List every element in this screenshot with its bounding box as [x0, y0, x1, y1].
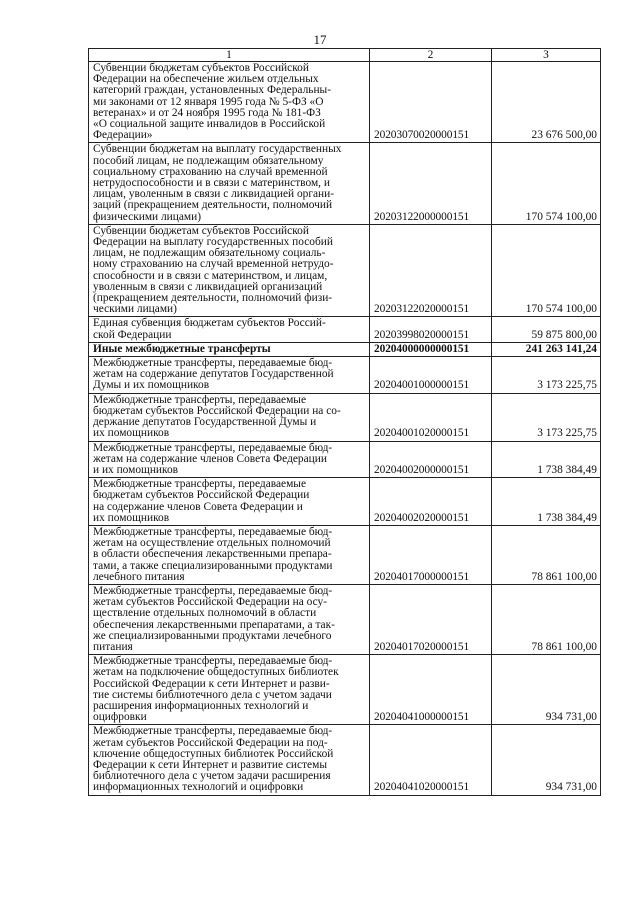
description-line: категорий граждан, установленных Федеральны- [93, 84, 332, 97]
row-amount: 3 173 225,75 [492, 357, 601, 394]
row-code: 20204017020000151 [370, 584, 492, 654]
row-code: 20204001020000151 [370, 393, 492, 441]
column-header-1: 1 [89, 49, 370, 62]
description-line: Межбюджетные трансферты, передаваемые бюд- [93, 655, 333, 668]
table-row [89, 478, 601, 526]
description-line: питания [93, 640, 133, 653]
row-description [89, 725, 370, 795]
description-line: информационных технологий и оцифровки [93, 781, 304, 794]
description-line: в области обеспечения лекарственными препара- [93, 548, 332, 561]
description-line: ческими лицами) [93, 303, 177, 316]
row-code: 20204002020000151 [370, 478, 492, 526]
table-row [89, 441, 601, 478]
row-description [89, 393, 370, 441]
row-code: 20204001000000151 [370, 357, 492, 394]
description-line: ветеранах» и от 24 ноября 1995 года № 181-ФЗ [93, 106, 321, 119]
row-code: 20203122020000151 [370, 224, 492, 317]
row-code: 20204017000000151 [370, 525, 492, 584]
table-row [89, 317, 601, 342]
row-code: 20204041000000151 [370, 655, 492, 725]
row-description [89, 525, 370, 584]
row-description [89, 143, 370, 224]
table-row [89, 584, 601, 654]
row-code: 20204002000000151 [370, 441, 492, 478]
row-amount: 78 861 100,00 [492, 584, 601, 654]
column-header-3: 3 [492, 49, 601, 62]
table-row [89, 525, 601, 584]
description-line: Межбюджетные трансферты, передаваемые бюд- [93, 441, 333, 454]
description-line: Иные межбюджетные трансферты [93, 342, 271, 355]
column-header-2: 2 [370, 49, 492, 62]
description-line: ми законами от 12 января 1995 года № 5-ФЗ «О [93, 95, 324, 108]
description-line: жетам субъектов Российской Федерации на под- [93, 736, 328, 749]
description-line: жетам на осуществление отдельных полномочий [93, 537, 331, 550]
description-line: ществление отдельных полномочий в области [93, 607, 317, 620]
description-line: обеспечения лекарственными препаратами, а так- [93, 618, 335, 631]
description-line: Межбюджетные трансферты, передаваемые [93, 393, 307, 406]
row-code: 20204041020000151 [370, 725, 492, 795]
description-line: тами, а также специализированными продуктами [93, 559, 333, 572]
description-line: ской Федерации [93, 328, 172, 341]
row-description [89, 584, 370, 654]
description-line: (прекращением деятельности, полномочий физи- [93, 292, 333, 305]
row-description [89, 62, 370, 143]
description-line: Субвенции бюджетам на выплату государственных [93, 143, 342, 156]
description-line: Думы и их помощников [93, 379, 210, 392]
row-description [89, 441, 370, 478]
description-line: их помощников [93, 427, 170, 440]
row-code: 20203122000000151 [370, 143, 492, 224]
row-amount: 59 875 800,00 [492, 317, 601, 342]
description-line: Межбюджетные трансферты, передаваемые бюд- [93, 525, 333, 538]
description-line: жетам на подключение общедоступных библиотек [93, 666, 339, 679]
row-code: 20203998020000151 [370, 317, 492, 342]
row-amount: 1 738 384,49 [492, 478, 601, 526]
table-row [89, 62, 601, 143]
description-line: Межбюджетные трансферты, передаваемые бюд- [93, 584, 333, 597]
row-amount: 241 263 141,24 [492, 342, 601, 356]
row-description [89, 317, 370, 342]
description-line: лицам, не подлежащим обязательному социаль- [93, 247, 326, 260]
description-line: ному страхованию на случай временной нетрудо- [93, 258, 334, 271]
description-line: уволенным в связи с ликвидацией организаций [93, 280, 323, 293]
row-amount: 934 731,00 [492, 725, 601, 795]
description-line: жетам на содержание депутатов Государственной [93, 368, 334, 381]
row-amount: 23 676 500,00 [492, 62, 601, 143]
row-amount: 934 731,00 [492, 655, 601, 725]
row-amount: 3 173 225,75 [492, 393, 601, 441]
page-number: 17 [313, 32, 327, 47]
table-header-row [89, 49, 601, 62]
description-line: Федерации на выплату государственных пособий [93, 236, 333, 249]
row-amount: 1 738 384,49 [492, 441, 601, 478]
table-row [89, 143, 601, 224]
description-line: ключение общедоступных библиотек Российской [93, 747, 334, 760]
description-line: пособий лицам, не подлежащим обязательному [93, 154, 324, 167]
description-line: жетам на содержание членов Совета Федерации [93, 452, 327, 465]
table-row [89, 393, 601, 441]
row-description [89, 342, 370, 356]
description-line: лицам, уволенным в связи с ликвидацией органи- [93, 188, 335, 201]
description-line: Федерации на обеспечение жильем отдельных [93, 73, 319, 86]
description-line: Федерации к сети Интернет и развитие системы [93, 758, 327, 771]
table-row [89, 357, 601, 394]
row-amount: 170 574 100,00 [492, 143, 601, 224]
description-line: социальному страхованию на случай временной [93, 165, 328, 178]
description-line: держание депутатов Государственной Думы и [93, 416, 317, 429]
description-line: их помощников [93, 511, 170, 524]
description-line: тие системы библиотечного дела с учетом задачи [93, 688, 332, 701]
description-line: Единая субвенция бюджетам субъектов Россий- [93, 317, 326, 330]
description-line: Российской Федерации к сети Интернет и разви- [93, 677, 330, 690]
description-line: Субвенции бюджетам субъектов Российской [93, 62, 309, 74]
row-description [89, 357, 370, 394]
table-row [89, 725, 601, 795]
row-code: 20203070020000151 [370, 62, 492, 143]
description-line: заций (прекращением деятельности, полномочий [93, 199, 333, 212]
description-line: Межбюджетные трансферты, передаваемые бюд- [93, 725, 333, 738]
row-amount: 170 574 100,00 [492, 224, 601, 317]
description-line: бюджетам субъектов Российской Федерации [93, 489, 310, 502]
description-line: Межбюджетные трансферты, передаваемые бюд- [93, 357, 333, 370]
table-body [89, 62, 601, 796]
description-line: же специализированными продуктами лечебного [93, 629, 332, 642]
table-row [89, 224, 601, 317]
table-row [89, 342, 601, 356]
description-line: «О социальной защите инвалидов в Российской [93, 118, 326, 131]
description-line: и их помощников [93, 463, 179, 476]
row-description [89, 655, 370, 725]
description-line: нетрудоспособности и в связи с материнством, и [93, 177, 330, 190]
description-line: жетам субъектов Российской Федерации на осу- [93, 596, 328, 609]
description-line: способности и в связи с материнством, и лицам, [93, 269, 328, 282]
description-line: библиотечного дела с учетом задачи расширения [93, 770, 331, 783]
table-row [89, 655, 601, 725]
description-line: лечебного питания [93, 570, 185, 583]
description-line: бюджетам субъектов Российской Федерации на со- [93, 404, 341, 417]
row-description [89, 478, 370, 526]
description-line: Субвенции бюджетам субъектов Российской [93, 224, 309, 237]
row-description [89, 224, 370, 317]
row-code: 20204000000000151 [370, 342, 492, 356]
row-amount: 78 861 100,00 [492, 525, 601, 584]
description-line: на содержание членов Совета Федерации и [93, 500, 303, 513]
description-line: физическими лицами) [93, 210, 202, 223]
description-line: Межбюджетные трансферты, передаваемые [93, 478, 307, 491]
description-line: расширения информационных технологий и [93, 699, 309, 712]
budget-table [88, 48, 601, 796]
description-line: Федерации» [93, 129, 153, 142]
description-line: оцифровки [93, 711, 147, 724]
